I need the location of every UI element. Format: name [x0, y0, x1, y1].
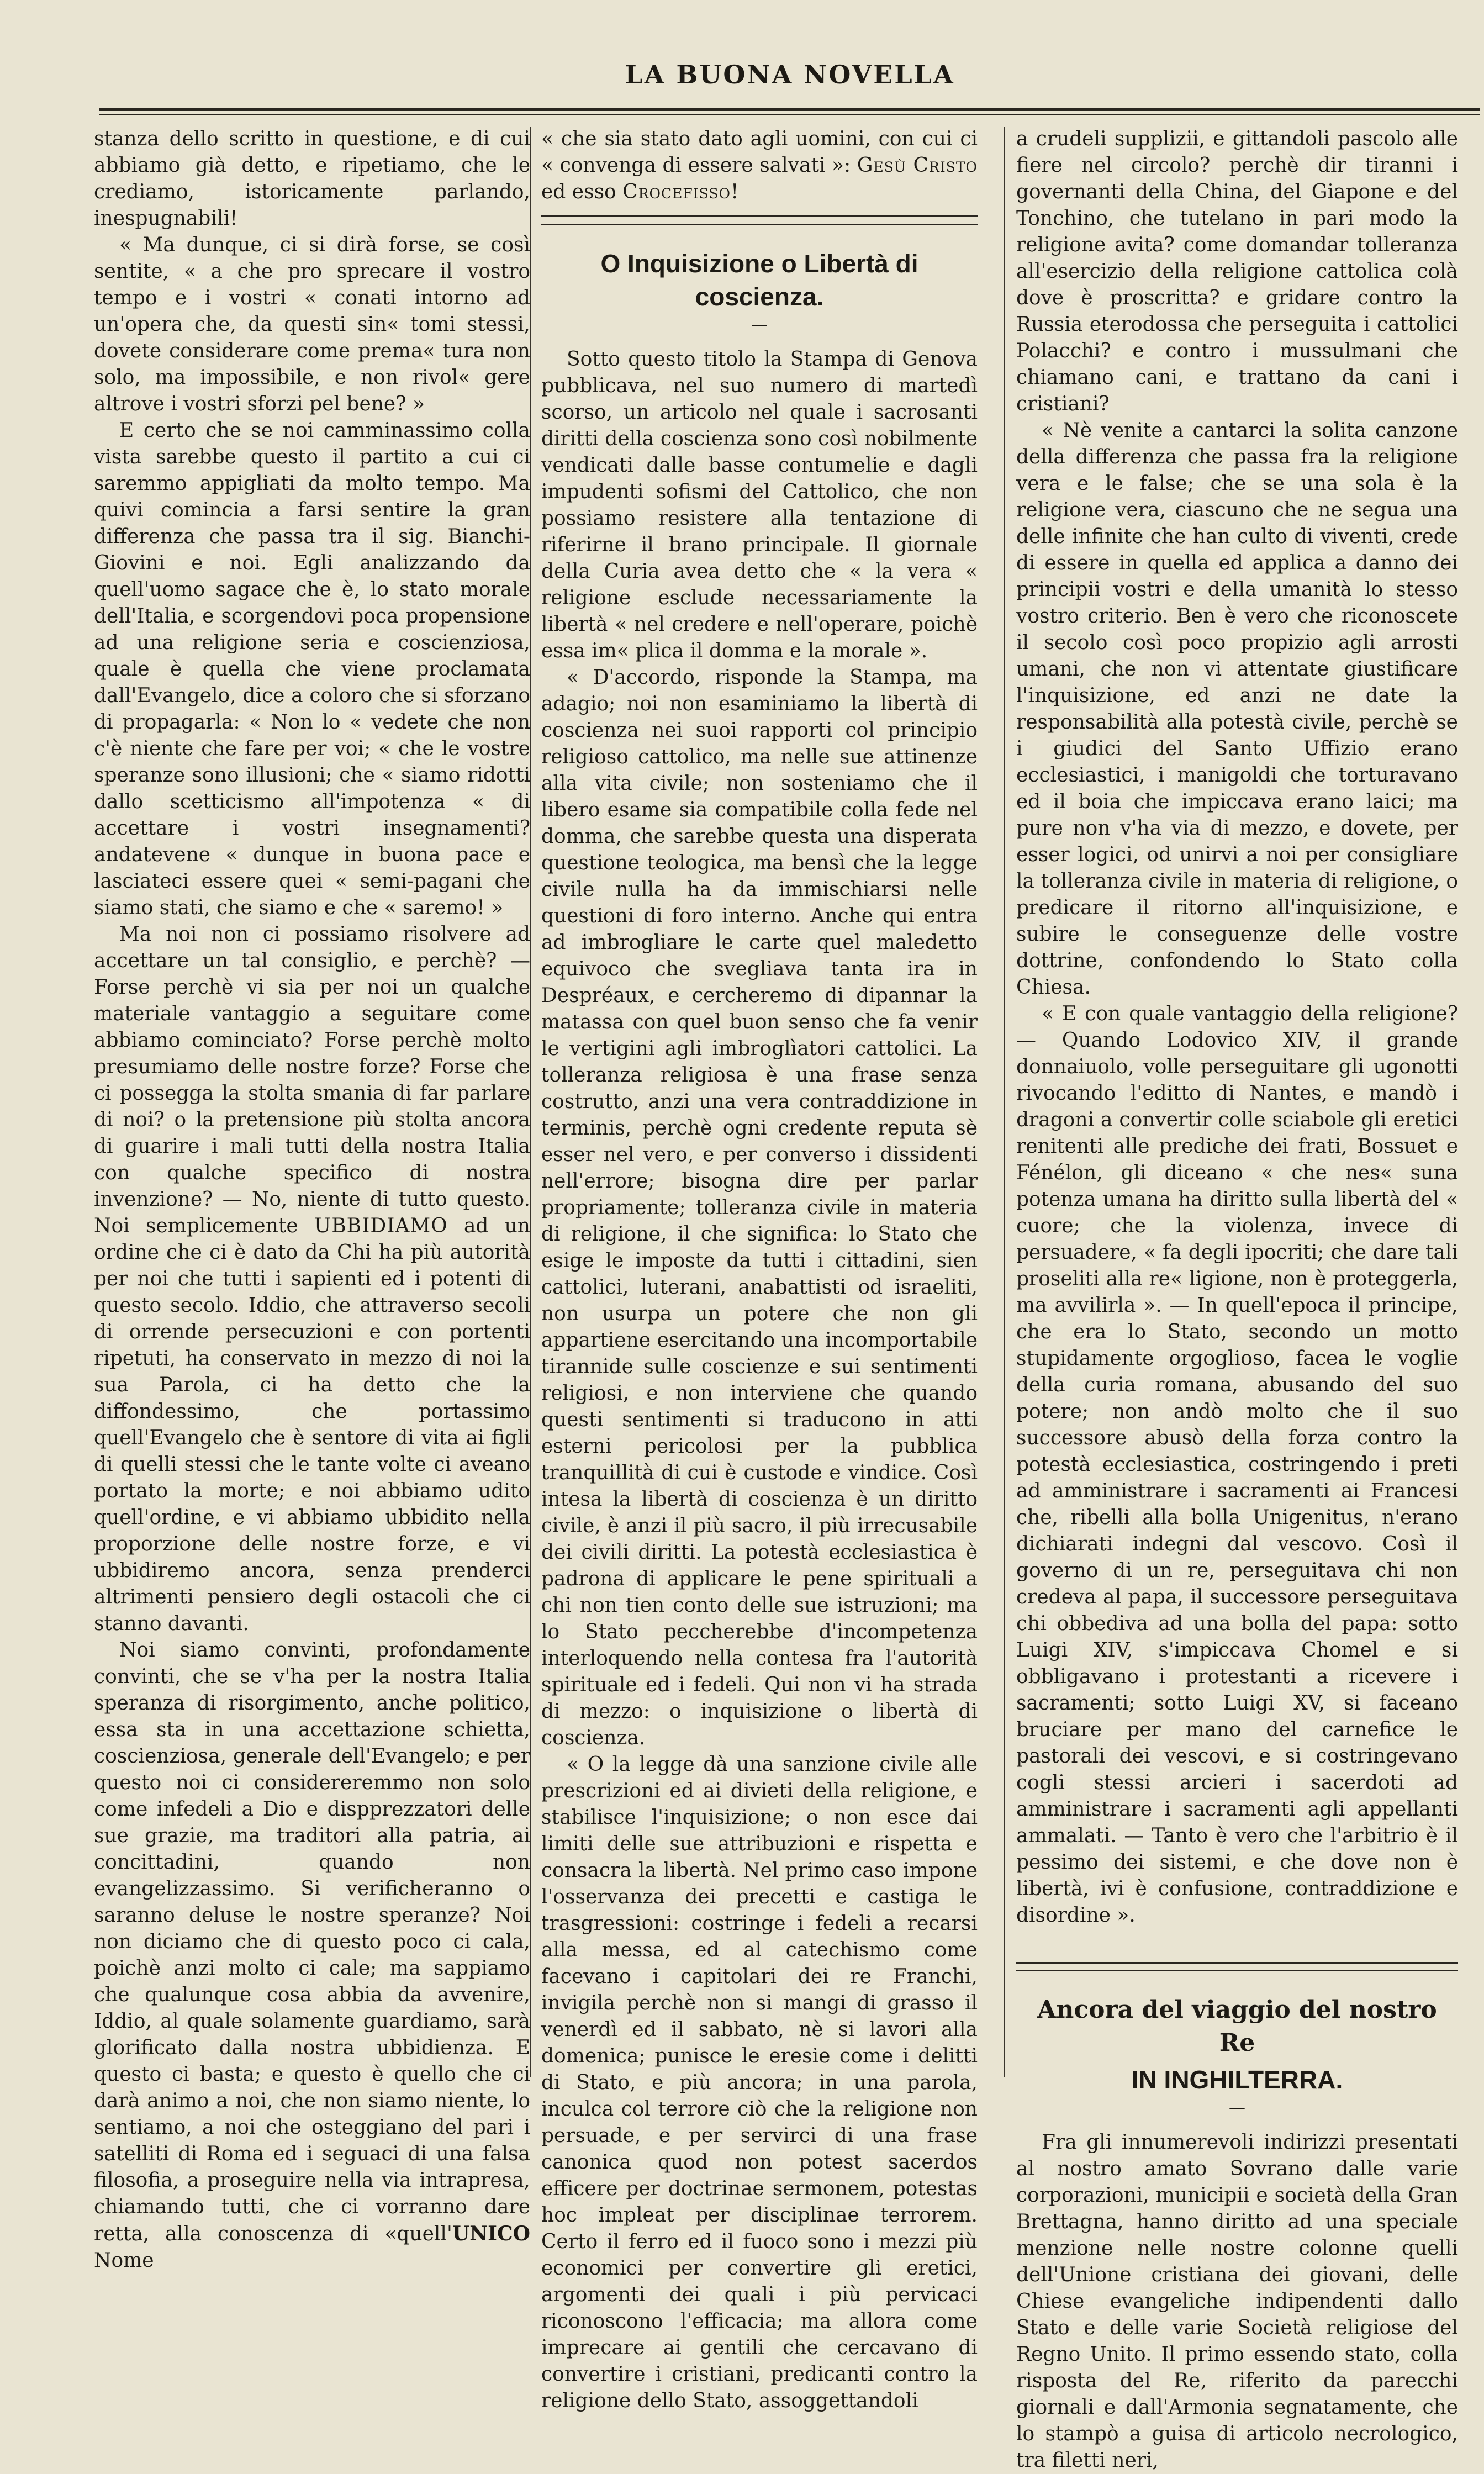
paragraph: E certo che se noi camminassimo colla vista sarebbe questo il partito a cui ci saremmo appigliati da molto tempo. Ma quivi comincia a farsi sentire la gran differenza che passa tra il sig. Bianchi-Giovini e noi. Egli analizzando da quell'uomo sagace che è, lo stato morale dell'Italia, e scorgendovi poca propensione ad una religione seria e coscienziosa, quale è quella che viene proclamata dall'Evangelo, dice a coloro che si sforzano di propagarla: « Non lo « vedete che non c'è niente che fare per voi; « che le vostre speranze sono illusioni; che « siamo ridotti dallo scetticismo all'impotenza « di accettare i vostri insegnamenti? andatevene « dunque in buona pace e lasciateci essere quei « semi-pagani che siamo stati, che siamo e che « saremo! »	[94, 419, 530, 919]
column-1	[94, 126, 530, 2272]
section-rule-thin	[541, 224, 978, 225]
header-rule	[99, 108, 1480, 111]
paragraph-text: ad un ordine che ci è dato da Chi ha più autorità per noi che tutti i sapienti ed i potenti di questo secolo. Iddio, che attraverso secoli di orrende persecuzioni e con portenti ripetuti, ha conservato in mezzo di noi la sua Parola, ci ha detto che la diffondessimo, che portassimo quell'Evangelo che è sentore di vita ai figli di quelli stessi che le tante volte ci aveano portato la morte; e noi abbiamo udito quell'ordine, e vi abbiamo ubbidito nella proporzione delle nostre forze, e vi ubbidiremo ancora, senza prenderci altrimenti pensiero degli ostacoli che ci stanno davanti.	[94, 1215, 530, 1635]
paragraph: « O la legge dà una sanzione civile alle prescrizioni ed ai divieti della religione, e stabilisce l'inquisizione; o non esce dai limiti delle sue attribuzioni e rispetta e consacra la libertà. Nel primo caso impone l'osservanza dei precetti e castiga le trasgressioni: costringe i fedeli a recarsi alla messa, ed al catechismo come facevano i capitolari dei re Franchi, invigila perchè non si mangi di grasso il venerdì ed il sabbato, nè si lavori alla domenica; punisce le eresie come i delitti di Stato, e più ancora; in una parola, inculca col terrore ciò che la religione non persuade, e per servirci di una frase canonica quod non potest sacerdos efficere per doctrinae sermonem, potestas hoc impleat per disciplinae terrorem. Certo il ferro ed il fuoco sono i mezzi più economici per convertire gli eretici, argomenti dei quali i più pervicaci riconoscono l'efficacia; ma allora come imprecare ai gentili che cercavano di convertire i cristiani, predicanti contro la religione dello Stato, assoggettandoli	[541, 1753, 978, 2412]
gesu-cristo: Gesù Cristo	[857, 154, 978, 177]
paragraph: Fra gli innumerevoli indirizzi presentati al nostro amato Sovrano dalle varie corporazioni, municipii e società della Gran Brettagna, hanno diritto ad una speciale menzione nelle nostre colonne quelli dell'Unione cristiana dei giovani, delle Chiese evangeliche indipendenti dallo Stato e delle varie Società religiose del Regno Unito. Il primo essendo stato, colla risposta del Re, riferito da parecchi giornali e dall'Armonia segnatamente, che lo stampò a guisa di articolo necrologico, tra filetti neri,	[1016, 2131, 1458, 2472]
ubbidiamo-word: UBBIDIAMO	[314, 1215, 448, 1237]
column-divider	[1004, 127, 1005, 2077]
section-rule	[1016, 1962, 1458, 1964]
paragraph: « D'accordo, risponde la Stampa, ma adagio; noi non esaminiamo la libertà di coscienza nei suoi rapporti col principio religioso cattolico, ma nelle sue attinenze alla vita civile; non sosteniamo che il libero esame sia compatibile colla fede nel domma, che sarebbe questa una disperata questione teologica, ma bensì che la legge civile nulla ha da immischiarsi nelle questioni di foro interno. Anche qui entra ad imbrogliare le carte quel maledetto equivoco che svegliava tanta ira in Despréaux, e cercheremo di dipannar la matassa con quel buon senso che fa venir le vertigini agli imbroglìatori cattolici. La tolleranza religiosa è una frase senza costrutto, anzi una vera contraddizione in terminis, perchè ogni credente reputa sè esser nel vero, e per converso i dissidenti nell'errore; bisogna dire per parlar propriamente; tolleranza civile in materia di religione, il che significa: lo Stato che esige le imposte da tutti i cittadini, sien cattolici, luterani, anabattisti od israeliti, non usurpa un potere che non gli appartiene esercitando una incomportabile tirannide sulle coscienze e sui sentimenti religiosi, e non interviene che quando questi sentimenti si traducono in atti esterni pericolosi per la pubblica tranquillità di cui è custode e vindice. Così intesa la libertà di coscienza è un diritto civile, è anzi il più sacro, il più irrecusabile dei civili diritti. La potestà ecclesiastica è padrona di applicare le pene spirituali a chi non tien conto delle sue istruzioni; ma lo Stato peccherebbe d'incompetenza interloquendo nella contesa fra l'autorità spirituale ed i fedeli. Qui non vi ha strada di mezzo: o inquisizione o libertà di coscienza.	[541, 666, 978, 1749]
paragraph	[94, 1637, 530, 2274]
paragraph: « Ma dunque, ci si dirà forse, se così sentite, « a che pro sprecare il vostro tempo e i vostri « conati intorno ad un'opera che, da questi sin« tomi stessi, dovete considerare come prema« tura non solo, ma impossibile, e non rivol« gere altrove i vostri sforzi pel bene? »	[94, 234, 530, 415]
headline-dash: —	[751, 315, 768, 334]
column-3	[1016, 126, 1458, 2472]
paragraph: « Nè venite a cantarci la solita canzone della differenza che passa fra la religione vera e le false; che se una sola è la religione vera, ciascuno che ne segua una delle infinite che han culto di viventi, crede di essere in quella ed applica a danno dei principii vostri e della umanità lo stesso vostro criterio. Ben è vero che riconoscete il secolo così poco propizio agli arrosti umani, che non vi attentate giustificare l'inquisizione, ed anzi ne date la responsabilità alla potestà civile, perchè se i giudici del Santo Uffizio erano ecclesiastici, i manigoldi che torturavano ed il boia che impiccava erano laici; ma pure non v'ha via di mezzo, e dovete, per esser logici, od unirvi a noi per consigliare la tolleranza civile in materia di religione, o predicare il ritorno all'inquisizione, e subire le conseguenze delle vostre dottrine, confondendo lo Stato colla Chiesa.	[1016, 419, 1458, 999]
paragraph-text: « che sia stato dato agli uomini, con cui ci « convenga di essere salvati »:	[541, 128, 978, 177]
paragraph	[94, 921, 530, 1637]
paragraph-text: Nome	[94, 2249, 154, 2272]
crocefisso: Crocefisso	[622, 181, 731, 203]
column-divider	[530, 127, 531, 2077]
paragraph: stanza dello scritto in questione, e di cui abbiamo già detto, e ripetiamo, che le crediamo, istoricamente parlando, inespugnabili!	[94, 128, 530, 230]
paragraph-text: Ma noi non ci possiamo risolvere ad accettare un tal consiglio, e perchè? — Forse perchè vi sia per noi un qualche materiale vantaggio a seguitare come abbiamo cominciato? Forse perchè molto presumiamo delle nostre forze? Forse che ci possegga la stolta smania di far parlare di noi? o la pretensione più stolta ancora di guarire i mali tutti della nostra Italia con qualche specifico di nostra invenzione? — No, niente di tutto questo. Noi semplicemente	[94, 923, 530, 1237]
masthead: LA BUONA NOVELLA	[625, 60, 955, 89]
paragraph: « E con quale vantaggio della religione? — Quando Lodovico XIV, il grande donnaiuolo, volle perseguitare gli ugonotti rivocando l'editto di Nantes, e mandò i dragoni a convertir colle sciabole gli eretici renitenti alle prediche dei frati, Bossuet e Fénélon, gli diceano « che nes« suna potenza umana ha diritto sulla libertà del « cuore; che la violenza, invece di persuadere, « fa degli ipocriti; che dare tali proseliti alla re« ligione, non è proteggerla, ma avvilirla ». — In quell'epoca il principe, che era lo Stato, secondo un motto stupidamente orgoglioso, facea le voglie della curia romana, abusando del suo potere; non andò molto che il suo successore abusò della forza contro la potestà ecclesiastica, costringendo i preti ad amministrare i sacramenti ai Francesi che, ribelli alla bolla Unigenitus, n'erano dichiarati indegni dal vescovo. Così il governo di un re, perseguitava chi non credeva al papa, il successore perseguitava chi obbediva ad una bolla del papa: sotto Luigi XIV, s'impiccava Chomel e si obbligavano i protestanti a ricevere i sacramenti; sotto Luigi XV, si faceano bruciare per mano del carnefice le pastorali dei vescovi, e si costringevano cogli stessi arcieri i sacerdoti ad amministrare i sacramenti agli appellanti ammalati. — Tanto è vero che l'arbitrio è il pessimo dei sistemi, e che dove non è libertà, ivi è confusione, contraddizione e disordine ».	[1016, 1003, 1458, 1927]
paragraph-text: ed esso	[541, 181, 623, 203]
article-subheadline: IN INGHILTERRA.	[1131, 2065, 1343, 2094]
endmark: !	[730, 181, 739, 203]
article-headline: Ancora del viaggio del nostro Re	[1037, 1996, 1437, 2057]
paragraph	[541, 126, 978, 205]
section-rule-thin	[1016, 1970, 1458, 1971]
section-rule	[541, 215, 978, 217]
paragraph: Sotto questo titolo la Stampa di Genova pubblicava, nel suo numero di martedì scorso, un articolo nel quale i sacrosanti diritti della coscienza sono così nobilmente vendicati dalle basse contumelie e dagli impudenti sofismi del Cattolico, che non possiamo resistere alla tentazione di riferirne il brano principale. Il giornale della Curia avea detto che « la vera « religione esclude necessariamente la libertà « nel credere e nell'operare, poichè essa im« plica il domma e la morale ».	[541, 348, 978, 662]
paragraph: a crudeli supplizii, e gittandoli pascolo alle fiere nel circolo? perchè dir tiranni i governanti della China, del Giapone e del Tonchino, che tutelano in pari modo la religione avita? come domandar tolleranza all'esercizio della religione cattolica colà dove è proscritta? e gridare contro la Russia eterodossa che perseguita i cattolici Polacchi? e contro i mussulmani che chiamano cani, e trattano da cani i cristiani?	[1016, 128, 1458, 415]
column-2	[541, 126, 978, 2412]
headline-dash: —	[1229, 2098, 1245, 2117]
paragraph-text: Noi siamo convinti, profondamente convinti, che se v'ha per la nostra Italia speranza di risorgimento, anche politico, essa sta in una accettazione schietta, coscienziosa, generale dell'Evangelo; e per questo noi ci considereremmo non solo come infedeli a Dio e dispprezzatori delle sue grazie, ma traditori alla patria, ai concittadini, quando non evangelizzassimo. Si verificheranno o saranno deluse le nostre speranze? Noi non diciamo che di questo poco ci cala, poichè anzi molto ci cale; ma sappiamo che qualunque cosa abbia da avvenire, Iddio, al quale solamente guardiamo, sarà glorificato dalla nostra ubbidienza. E questo ci basta; e questo è quello che ci darà animo a noi, che non siamo niente, lo sentiamo, a noi che osteggiano del pari i satelliti di Roma ed i seguaci di una falsa filosofia, a proseguire nella via intrapresa, chiamando tutti, che ci vorranno dare retta, alla conoscenza di «quell'	[94, 1639, 530, 2245]
header-rule-thin	[99, 114, 1480, 115]
unico-word: UNICO	[452, 2222, 530, 2245]
article-headline: O Inquisizione o Libertà di coscienza.	[600, 249, 918, 311]
